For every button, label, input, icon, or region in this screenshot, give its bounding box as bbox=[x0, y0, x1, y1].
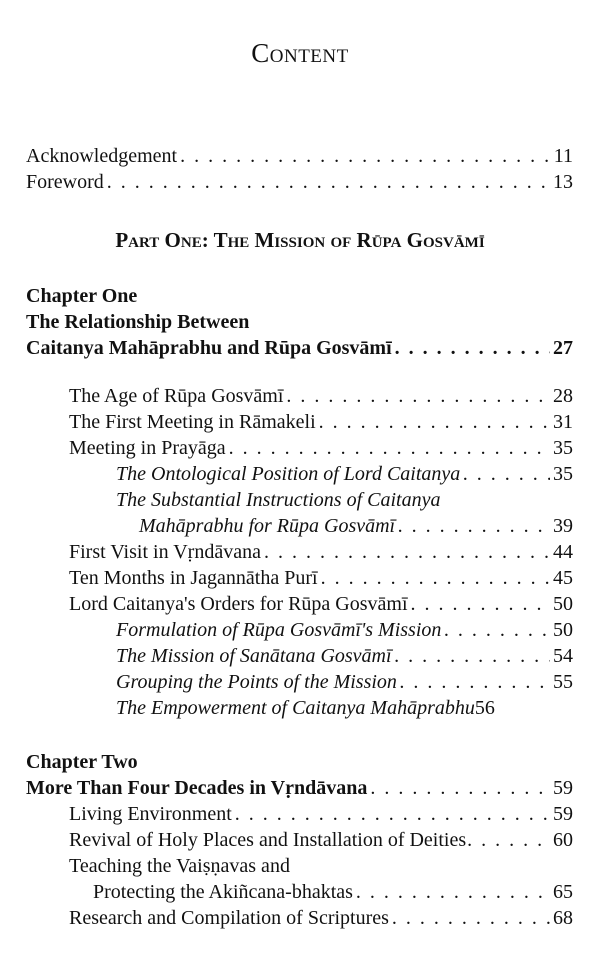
dot-leader bbox=[356, 879, 550, 905]
toc-entry-page: 59 bbox=[553, 803, 573, 825]
toc-entry-page: 44 bbox=[553, 541, 573, 563]
dot-leader bbox=[467, 827, 552, 853]
dot-leader bbox=[370, 775, 550, 801]
toc-entry-title: Mahāprabhu for Rūpa Gosvāmī bbox=[139, 515, 396, 537]
toc-entry-title: The Age of Rūpa Gosvāmī bbox=[69, 385, 284, 407]
toc-entry-page: 31 bbox=[553, 411, 573, 433]
toc-entry-section-line1: Teaching the Vaiṣṇavas and bbox=[69, 855, 290, 877]
toc-entry-page: 59 bbox=[553, 777, 573, 799]
toc-entry-title: The Mission of Sanātana Gosvāmī bbox=[116, 645, 392, 667]
toc-entry-section bbox=[69, 905, 573, 931]
dot-leader bbox=[411, 591, 550, 617]
dot-leader bbox=[463, 461, 550, 487]
dot-leader bbox=[321, 565, 550, 591]
toc-entry-title: First Visit in Vṛndāvana bbox=[69, 541, 261, 563]
chapter-one-label: Chapter One bbox=[26, 285, 138, 307]
toc-entry-title: Protecting the Akiñcana-bhaktas bbox=[93, 881, 353, 903]
toc-entry-section bbox=[69, 409, 573, 435]
dot-leader bbox=[107, 169, 550, 195]
dot-leader bbox=[395, 335, 550, 361]
chapter-one-title-line2 bbox=[26, 335, 573, 361]
toc-entry-title: Lord Caitanya's Orders for Rūpa Gosvāmī bbox=[69, 593, 408, 615]
toc-entry-section bbox=[69, 565, 573, 591]
toc-entry-title: The Ontological Position of Lord Caitanya bbox=[116, 463, 461, 485]
toc-entry-page: 13 bbox=[553, 171, 573, 193]
toc-entry-title: Formulation of Rūpa Gosvāmī's Mission bbox=[116, 619, 442, 641]
dot-leader bbox=[395, 643, 550, 669]
toc-entry-subsection bbox=[116, 643, 573, 669]
toc-entry-page: 68 bbox=[553, 907, 573, 929]
toc-entry-acknowledgement bbox=[26, 143, 573, 169]
toc-entry-page: 39 bbox=[553, 515, 573, 537]
toc-entry-section bbox=[69, 383, 573, 409]
toc-entry-subsection bbox=[116, 695, 573, 721]
toc-entry-title: More Than Four Decades in Vṛndāvana bbox=[26, 777, 368, 799]
toc-entry-title: Revival of Holy Places and Installation of Deities bbox=[69, 829, 467, 851]
toc-entry-section bbox=[69, 435, 573, 461]
toc-entry-title: The Empowerment of Caitanya Mahāprabhu bbox=[116, 697, 475, 719]
toc-entry-page: 55 bbox=[553, 671, 573, 693]
toc-entry-section bbox=[69, 591, 573, 617]
toc-entry-title: The First Meeting in Rāmakeli bbox=[69, 411, 316, 433]
chapter-one-title-line1: The Relationship Between bbox=[26, 311, 250, 333]
toc-entry-title: Meeting in Prayāga bbox=[69, 437, 226, 459]
toc-entry-foreword bbox=[26, 169, 573, 195]
chapter-two-title bbox=[26, 775, 573, 801]
page-title: Content bbox=[251, 38, 349, 68]
part-heading: Part One: The Mission of Rūpa Gosvāmī bbox=[115, 228, 485, 252]
toc-entry-page: 35 bbox=[553, 437, 573, 459]
toc-entry-subsection-line2 bbox=[139, 513, 573, 539]
toc-entry-page: 28 bbox=[553, 385, 573, 407]
toc-entry-title: Foreword bbox=[26, 171, 104, 193]
toc-entry-section-line2 bbox=[93, 879, 573, 905]
dot-leader bbox=[235, 801, 550, 827]
toc-entry-title: Acknowledgement bbox=[26, 145, 178, 167]
toc-entry-page: 35 bbox=[553, 463, 573, 485]
toc-entry-subsection bbox=[116, 461, 573, 487]
toc-entry-page: 60 bbox=[553, 829, 573, 851]
toc-entry-title: Ten Months in Jagannātha Purī bbox=[69, 567, 318, 589]
toc-entry-page: 11 bbox=[553, 145, 573, 167]
toc-entry-page: 50 bbox=[553, 619, 573, 641]
dot-leader bbox=[264, 539, 550, 565]
dot-leader bbox=[319, 409, 550, 435]
toc-entry-subsection bbox=[116, 617, 573, 643]
toc-entry-page: 27 bbox=[553, 337, 573, 359]
dot-leader bbox=[400, 669, 550, 695]
toc-entry-section bbox=[69, 539, 573, 565]
toc-entry-page: 56 bbox=[474, 697, 495, 719]
dot-leader bbox=[398, 513, 550, 539]
toc-entry-subsection bbox=[116, 669, 573, 695]
toc-entry-title: Research and Compilation of Scriptures bbox=[69, 907, 389, 929]
dot-leader bbox=[286, 383, 550, 409]
toc-entry-page: 45 bbox=[553, 567, 573, 589]
toc-entry-title: Caitanya Mahāprabhu and Rūpa Gosvāmī bbox=[26, 337, 392, 359]
dot-leader bbox=[392, 905, 550, 931]
toc-entry-subsection-line1: The Substantial Instructions of Caitanya bbox=[116, 489, 441, 511]
toc-entry-title: Grouping the Points of the Mission bbox=[116, 671, 397, 693]
dot-leader bbox=[444, 617, 550, 643]
dot-leader bbox=[180, 143, 551, 169]
toc-entry-page: 50 bbox=[553, 593, 573, 615]
toc-entry-section bbox=[69, 827, 573, 853]
chapter-two-label: Chapter Two bbox=[26, 751, 138, 773]
toc-entry-page: 65 bbox=[553, 881, 573, 903]
dot-leader bbox=[229, 435, 550, 461]
toc-entry-section bbox=[69, 801, 573, 827]
toc-entry-title: Living Environment bbox=[69, 803, 232, 825]
toc-entry-page: 54 bbox=[553, 645, 573, 667]
